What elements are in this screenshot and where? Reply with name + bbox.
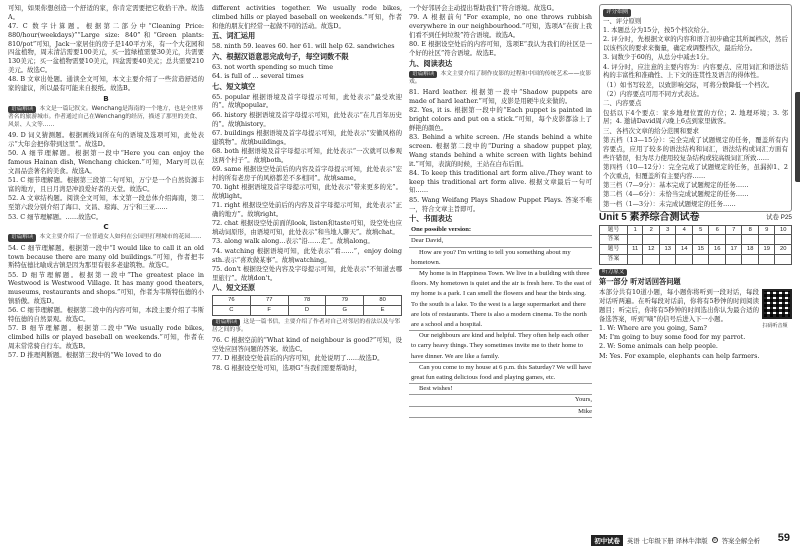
table-cell xyxy=(742,255,759,265)
passage-analysis: 本文是一篇记叙文。Wenchang是海南的一个地方，也是全世界著名的旅游城市。作者通过自己在Wenchang的经历，描述了那里的美食、风景、人文等…… xyxy=(8,105,204,129)
criteria-line: （1）如书写较差，以致影响交际，可将分数降低一个档次。 xyxy=(603,80,774,89)
essay-signature: Mike xyxy=(409,407,592,418)
table-cell xyxy=(758,255,775,265)
table-cell xyxy=(627,255,643,265)
footer-bar xyxy=(591,534,760,546)
table-cell: 17 xyxy=(725,245,742,255)
page-edge-tab xyxy=(795,92,800,182)
table-cell: 79 xyxy=(326,296,364,306)
table-cell: F xyxy=(250,306,288,316)
criteria-line: 三、各档次文章的给分范围和要求 xyxy=(603,126,699,135)
answer-line: 50. A 细节理解题。根据第一段中“Here you can enjoy the famous Hainan dish, Wenchang chicken.”可知，Mary可以在文昌品尝著名的美食。故选A。 xyxy=(8,149,204,176)
table-cell: 答案 xyxy=(600,235,628,245)
footer-subject: 英语 七年级下册 译林牛津版 xyxy=(626,536,708,545)
section-heading: 九、阅读表达 xyxy=(409,58,453,68)
listening-tag: 听力原文 xyxy=(599,269,627,277)
answer-line: 82. Yes, it is. 根据第一段中的“Each puppet is painted in bright colors and put on a stick.”可知，每个皮影都涂上了鲜艳的颜色。 xyxy=(409,106,592,132)
table-cell: 18 xyxy=(742,245,759,255)
criteria-line: 2. 评分时，先根据文章的内容和语言初步确定其所属档次，然后以该档次的要求来衡量，确定或调整档次，最后给分。 xyxy=(603,35,788,52)
section-heading-b: B xyxy=(103,93,109,103)
table-cell: D xyxy=(288,306,326,316)
table-cell: 10 xyxy=(775,225,792,235)
answer-line: 可知，如果你想创造一个舒适的家，你肯定需要把它收拾干净。故选A。 xyxy=(8,4,204,21)
dialogue-line: 1. W: Where are you going, Sam? xyxy=(599,323,707,332)
answer-line: 72. chat 根据设空处前面的look, listen和taste可知，设空处也应填动词原形，由语境可知，此处表示“和当地人聊天”。故填chat。 xyxy=(212,219,402,237)
answer-line: 48. B 文章出处题。通读全文可知，本文主要介绍了一些营造舒适的家的建议，所以最有可能来自报纸。故选B。 xyxy=(8,75,204,93)
table-cell: 2 xyxy=(643,225,660,235)
column-4 xyxy=(599,4,792,519)
table-cell xyxy=(659,255,676,265)
passage-analysis: 本文主要介绍了制作皮影的过程和中国的传统艺术——皮影戏。 xyxy=(409,70,592,86)
essay-title: One possible version: xyxy=(409,225,592,236)
table-cell: 14 xyxy=(676,245,693,255)
essay-closing: Yours, xyxy=(409,395,592,406)
table-cell: 12 xyxy=(643,245,660,255)
table-cell xyxy=(676,255,693,265)
section-heading: 第一部分 听对话回答问题 xyxy=(599,277,681,287)
answer-line: 68. both 根据语境及首字母提示可知，此处表示“一次就可以参观这两个村子”。故填both。 xyxy=(212,146,402,164)
answer-line: 78. G 根据设空处可知，选项G“当我们需要帮助时， xyxy=(212,363,362,372)
table-cell: 13 xyxy=(659,245,676,255)
answer-line: 75. don't 根据设空处内容及字母提示可知，此处表示“不知道去哪里旅行”。故填don't。 xyxy=(212,264,402,282)
criteria-line: （2）内容要点可用不同方式表达。 xyxy=(603,89,703,98)
column-3 xyxy=(409,4,592,519)
table-cell: 15 xyxy=(692,245,709,255)
criteria-line: 一、评分原则 xyxy=(603,16,642,25)
listening-intro: 本部分共有10道小题，每小题你将听到一段对话，每段对话听两遍。在听每段对话前，你将有5秒钟的时间阅读题目；听完后，你将有5秒钟的时间选出你认为最合适的备选答案，听到“嘀”的信号后进入下一小题。 xyxy=(599,288,759,323)
answer-line: 54. C 细节理解题。根据第一段中“I would like to call it an old town because there are many old buildings.”可知，作者把韦斯特伍德比喻成古镇是因为那里有很多老建筑物。故选C。 xyxy=(8,243,204,270)
table-cell: 11 xyxy=(627,245,643,255)
dialogue-line: M: Yes. For example, elephants can help farmers. xyxy=(599,351,760,360)
table-cell: 答案 xyxy=(600,255,628,265)
table-cell: 8 xyxy=(742,225,759,235)
table-cell: 1 xyxy=(627,225,643,235)
criteria-tag: 评分细则 xyxy=(603,9,631,17)
criteria-line: 包括以下4个要点：家乡地理位置的方位；2. 地理环境；3. 邻居；4. 邀请David周六晚上6点到家里做客。 xyxy=(603,108,788,126)
table-cell: 9 xyxy=(758,225,775,235)
section-heading: 八、短文还原 xyxy=(212,283,256,293)
answer-line: 66. history 根据语境及首字母提示可知，此处表示“在几百年历史的”。故填history。 xyxy=(212,110,402,128)
table-cell: 77 xyxy=(250,296,288,306)
criteria-line: 第三档（7—9分）：基本完成了试题规定的任务…… xyxy=(603,180,749,189)
dialogue-line: M: I'm going to buy some food for my parrot. xyxy=(599,333,746,342)
passage-analysis: 本文主要介绍了一位普通女人如何在公园里打理城市的花园…… xyxy=(39,234,202,241)
criteria-line: 第二档（4—6分）：未恰当完成试题规定的任务…… xyxy=(603,190,749,199)
answer-line: 55. D 细节理解题。根据第一段中“The greatest place in Westwood is Westwood Village. It has many good theaters, museums, restaurants and shops.”可知，作者为韦斯特伍德的小镇骄傲。故选D。 xyxy=(8,270,204,305)
table-cell: 3 xyxy=(659,225,676,235)
answer-line: 74. watching 根据语境可知，此处表示“看……”，enjoy doing sth.表示“喜欢做某事”。故填watching。 xyxy=(212,246,402,264)
table-cell xyxy=(775,235,792,245)
answer-line: 58. ninth 59. leaves 60. her 61. will help 62. sandwiches xyxy=(212,42,395,51)
criteria-line: 第一档（1—3分）：未完成试题规定的任务…… xyxy=(603,199,736,208)
section-heading-c: C xyxy=(103,222,109,232)
table-cell xyxy=(676,235,693,245)
answer-line: 85. Wang Weifang Plays Shadow Puppet Plays. 答案不唯一，符合文章主旨即可。 xyxy=(409,195,592,213)
table-cell: 76 xyxy=(213,296,251,306)
circle-icon: ◎ xyxy=(712,537,717,542)
answer-line: 73. along walk along...表示“沿……走”。故填along。 xyxy=(212,237,374,246)
footer-edition: 答案全解全析 xyxy=(721,536,760,545)
table-cell xyxy=(758,235,775,245)
essay-paragraph: Our neighbours are kind and helpful. They often help each other to carry heavy things. They sometimes invite me to their home to have dinner. We are like a family. xyxy=(409,331,592,363)
table-cell xyxy=(692,255,709,265)
answer-grid xyxy=(599,225,792,265)
essay-closing-wish: Best wishes! xyxy=(409,384,592,395)
table-cell: G xyxy=(326,306,364,316)
analysis-tag: 语篇解读 xyxy=(409,71,437,79)
essay-paragraph: How are you? I'm writing to tell you something about my hometown. xyxy=(409,248,592,269)
answer-line: 49. D 词义猜测题。根据画线词所在句的语境及选项可知，此处表示“大年会把你带到这里”。故选D。 xyxy=(8,131,204,149)
answer-line: 63. not worth spending so much time xyxy=(212,62,334,71)
table-cell: 6 xyxy=(709,225,726,235)
unit-title xyxy=(599,211,792,223)
table-cell xyxy=(627,235,643,245)
answer-line: 57. D 推理判断题。根据第三段中的“We loved to do xyxy=(8,351,162,360)
answer-line: 77. D 根据设空处前后的内容可知，此处说明了……故选D。 xyxy=(212,354,384,363)
answer-table-76-80 xyxy=(212,295,402,316)
dialogue-line: 2. W: Some animals can help people. xyxy=(599,342,718,351)
page-footer xyxy=(0,528,800,552)
answer-line: 81. Hard leather. 根据第一段中“Shadow puppets are made of hard leather.”可知，皮影是用硬牛皮来做的。 xyxy=(409,88,592,105)
table-cell: 20 xyxy=(775,245,792,255)
criteria-line: 二、内容要点 xyxy=(603,99,642,108)
answer-line: 一个好邻居会主动提出帮助我们”符合语境。故选G。 xyxy=(409,4,558,12)
table-cell xyxy=(725,255,742,265)
section-heading: 五、词汇运用 xyxy=(212,31,256,41)
table-cell: E xyxy=(364,306,402,316)
answer-line: 79. A 根据前句“For example, no one throws rubbish everywhere in our neighbourhood.”可知，选项A“在街上我们看不到任何垃圾”符合语境。故选A。 xyxy=(409,13,592,39)
table-cell xyxy=(742,235,759,245)
answer-line: 67. buildings 根据语境及首字母提示可知，此处表示“安徽风格的建筑物”。故填buildings。 xyxy=(212,128,402,146)
table-cell: 题号 xyxy=(600,245,628,255)
unit-title-text: Unit 5 素养综合测试卷 xyxy=(599,211,700,223)
sample-essay xyxy=(409,225,592,418)
table-cell: 7 xyxy=(725,225,742,235)
answer-line: 69. same 根据设空处前后的内容及首字母提示可知，此处表示“宏村的所有老房子的风格都差不多相同”。故填same。 xyxy=(212,165,402,182)
answer-line: different activities together. We usually rode bikes, climbed hills or played baseball on weekends.”可知，作者和他的朋友们经常一起做不同的活动。故选D。 xyxy=(212,4,402,30)
answer-line: 52. A 文章结构题。阅读全文可知，本文第一段总体介绍海南，第二至第六段分别介绍了海口、文昌、琼海、万宁和三亚…… xyxy=(8,194,204,212)
answer-line: 80. E 根据设空处后的内容可知，选项E“我认为我们的社区是一个好的社区”符合语境。故选E。 xyxy=(409,40,592,57)
criteria-line: 第四档（10—12分）：完全完成了试题规定的任务，虽漏掉1、2个次重点，但覆盖所有主要内容…… xyxy=(603,162,788,180)
criteria-line: 3. 词数少于60的，从总分中减去1分。 xyxy=(603,53,713,62)
table-cell xyxy=(643,255,660,265)
table-cell xyxy=(709,255,726,265)
scoring-criteria-box xyxy=(599,4,792,212)
analysis-tag: 语篇解读 xyxy=(212,319,240,327)
answer-line: 56. C 细节理解题。根据第二段中的内容可知，本段主要介绍了韦斯特伍德的自然景观。故选C。 xyxy=(8,306,204,324)
analysis-tag: 语篇解读 xyxy=(8,234,36,242)
answer-line: 70. light 根据语境及首字母提示可知，此处表示“带来更多的光”。故填light。 xyxy=(212,183,402,200)
table-cell: 16 xyxy=(709,245,726,255)
criteria-line: 第五档（13—15分）：完全完成了试题规定的任务，覆盖所有内容要点，应用了较多的语法结构和词汇，语法结构或词汇方面有些许错误，但为尽力使用较复杂结构或较高级词汇所致…… xyxy=(603,135,788,162)
table-cell: 5 xyxy=(692,225,709,235)
table-cell xyxy=(692,235,709,245)
answer-line: 51. C 细节理解题。根据第三段第二句可知，万宁是一个自然资源丰富的地方，且日月湾是冲浪爱好者的天堂。故选C。 xyxy=(8,176,204,194)
table-cell xyxy=(659,235,676,245)
table-cell xyxy=(643,235,660,245)
table-cell: 题号 xyxy=(600,225,628,235)
essay-paragraph: My home is in Happiness Town. We live in a building with three floors. My hometown is quiet and the air is fresh here. To the east of my home is a park. I can smell the flowers and hear the birds sing. To the south is a lake. To the west is a large supermarket and there are lots of restaurants. There is also a modern cinema. To the north are a school and a hospital. xyxy=(409,269,592,331)
section-heading: 六、根据汉语意思完成句子，每空词数不限 xyxy=(212,51,349,61)
passage-analysis: 这是一篇书信，主要介绍了作者对自己对邻居的看法以及与邻居之间的事。 xyxy=(212,318,400,334)
answer-line: 47. C 数字计算题。根据第二部分中“Cleaning Price: 880/hour(weekdays)”“Large size: 840”和“Green plants: 810/pot”可知，Jack一家居住的房子是140平方米，有一个大花园和四盆植物，周末清洁需要100美元，买一篮绿植需要30美元，共需要130美元；买一盆植物需要10美元，四盆需要40美元；总共需要210美元。故选C。 xyxy=(8,22,204,75)
table-cell: 80 xyxy=(364,296,402,306)
section-heading: 七、短文填空 xyxy=(212,81,256,91)
column-2 xyxy=(212,4,402,519)
qr-label: 扫码听音频 xyxy=(762,322,788,329)
answer-line: 53. C 细节理解题。……故选C。 xyxy=(8,212,103,221)
answer-line: 76. C 根据空前的“What kind of neighbour is good?”可知，设空处应回答问题的答案。故选C。 xyxy=(212,336,402,354)
test-page-ref: 试卷 P25 xyxy=(766,213,792,221)
answer-line: 65. popular 根据语境及首字母提示可知，此处表示“最受欢迎的”。故填popular。 xyxy=(212,92,402,110)
answer-line: 71. right 根据设空处前后的内容及首字母提示可知，此处表示“正确的地方”。故填right。 xyxy=(212,201,402,219)
table-cell: C xyxy=(213,306,251,316)
criteria-line: 4. 评分时，应注意的主要内容为：内容要点、应用词汇和语法结构的丰富性和准确性、上下文的连贯性及语言的得体性。 xyxy=(603,62,788,80)
section-heading: 十、书面表达 xyxy=(409,214,453,224)
essay-greeting: Dear David, xyxy=(409,236,592,247)
answer-line: 64. is full of ... several times xyxy=(212,72,304,81)
column-1 xyxy=(8,4,204,519)
brand-logo: 初中试卷 xyxy=(591,535,623,546)
answer-line: 57. B 细节理解题。根据第二段中“We usually rode bikes, climbed hills or played baseball on weekends.”可知，作者在周末常常骑自行车。故选B。 xyxy=(8,324,204,350)
qr-code-icon[interactable] xyxy=(762,289,792,319)
table-cell xyxy=(775,255,792,265)
table-cell xyxy=(709,235,726,245)
answer-line: 84. To keep this traditional art form alive./They want to keep this traditional art form alive. 根据文章最后一句可知…… xyxy=(409,168,592,195)
table-cell: 4 xyxy=(676,225,693,235)
analysis-tag: 语篇解读 xyxy=(8,106,36,114)
answer-line: 83. Behind a white screen. /He stands behind a white screen. 根据第二段中的“During a shadow puppet play, Wang stands behind a white screen with lights behind it.”可知，表演的时候，王站在白布后面。 xyxy=(409,133,592,168)
table-cell xyxy=(725,235,742,245)
page-number: 59 xyxy=(777,532,790,544)
table-cell: 78 xyxy=(288,296,326,306)
criteria-line: 1. 本题总分为15分，按5个档次给分。 xyxy=(603,25,713,34)
table-cell: 19 xyxy=(758,245,775,255)
essay-paragraph: Can you come to my house at 6 p.m. this Saturday? We will have great fun eating delicious food and playing games, etc. xyxy=(409,363,592,384)
